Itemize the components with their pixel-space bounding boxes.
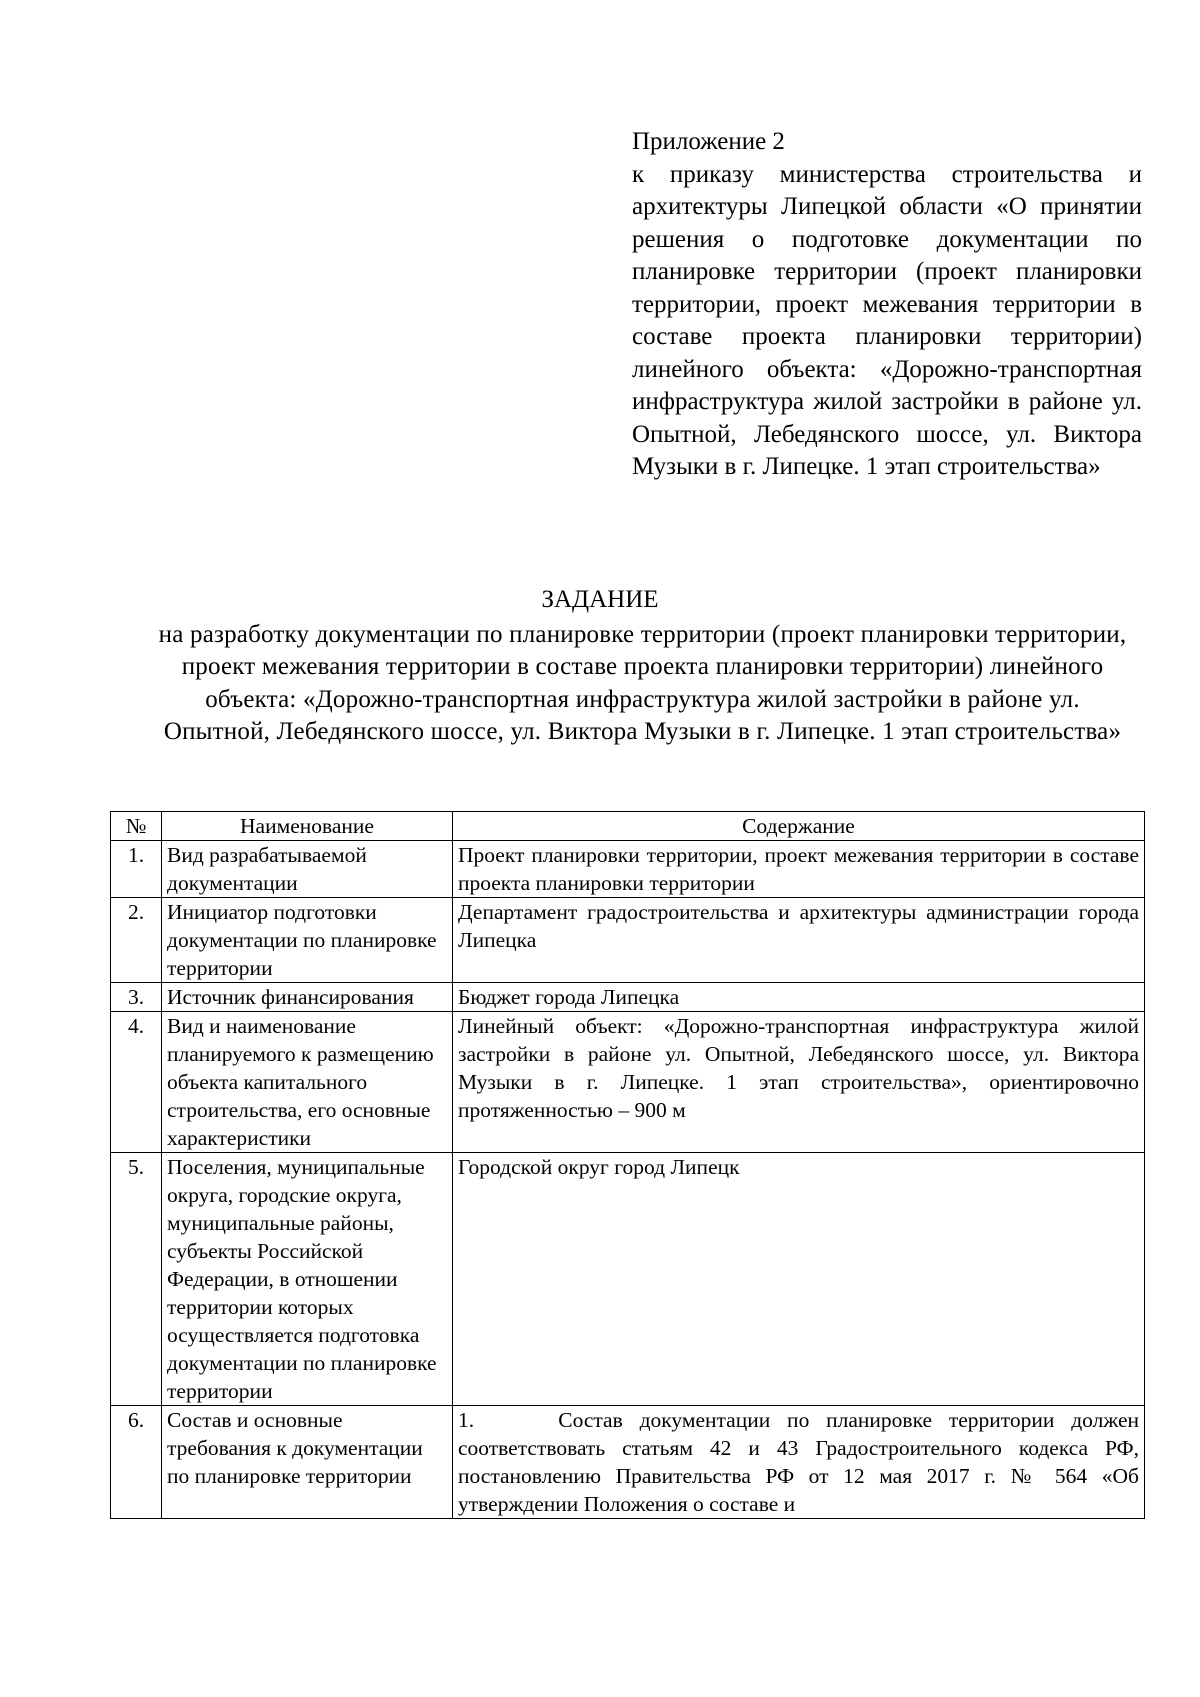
row-content: Бюджет города Липецка	[453, 983, 1145, 1012]
table-row	[111, 898, 1145, 983]
table-row	[111, 983, 1145, 1012]
task-subtitle: на разработку документации по планировке территории (проект планировки территории, проект межевания территории в составе проекта планировки территории) линейного объекта: «Дорожно-транспортная инфраструктура жилой застройки в районе ул. Опытной, Лебедянского шоссе, ул. Виктора Музыки в г. Липецке. 1 этап строительства»	[158, 621, 1127, 745]
header-number: №	[111, 812, 162, 841]
row-content: Проект планировки территории, проект межевания территории в составе проекта планировки территории	[453, 841, 1145, 898]
appendix-text: к приказу министерства строительства и архитектуры Липецкой области «О принятии решения о подготовке документации по планировке территории (проект планировки территории, проект межевания территории в составе проекта планировки территории) линейного объекта: «Дорожно-транспортная инфраструктура жилой застройки в районе ул. Опытной, Лебедянского шоссе, ул. Виктора Музыки в г. Липецке. 1 этап строительства»	[632, 160, 1142, 480]
row-content: Департамент градостроительства и архитектуры администрации города Липецка	[453, 898, 1145, 983]
row-name: Состав и основные требования к документации по планировке территории	[162, 1406, 453, 1519]
row-number: 4.	[111, 1012, 162, 1153]
row-content: 1. Состав документации по планировке территории должен соответствовать статьям 42 и 43 Градостроительного кодекса РФ, постановлению Правительства РФ от 12 мая 2017 г. № 564 «Об утверждении Положения о составе и	[453, 1406, 1145, 1519]
row-content: Линейный объект: «Дорожно-транспортная инфраструктура жилой застройки в районе ул. Опытной, Лебедянского шоссе, ул. Виктора Музыки в г. Липецке. 1 этап строительства», ориентировочно протяженностью – 900 м	[453, 1012, 1145, 1153]
row-number: 6.	[111, 1406, 162, 1519]
appendix-title: Приложение 2	[632, 128, 785, 155]
row-name: Инициатор подготовки документации по планировке территории	[162, 898, 453, 983]
requirements-table	[110, 811, 1145, 1519]
row-number: 1.	[111, 841, 162, 898]
row-name: Вид разрабатываемой документации	[162, 841, 453, 898]
header-name: Наименование	[162, 812, 453, 841]
row-content: Городской округ город Липецк	[453, 1153, 1145, 1406]
row-number: 2.	[111, 898, 162, 983]
header-content: Содержание	[453, 812, 1145, 841]
row-number: 3.	[111, 983, 162, 1012]
appendix-block	[632, 126, 1142, 484]
row-number: 5.	[111, 1153, 162, 1406]
row-name: Поселения, муниципальные округа, городские округа, муниципальные районы, субъекты Российской Федерации, в отношении территории которых осуществляется подготовка документации по планировке территории	[162, 1153, 453, 1406]
table-row	[111, 1406, 1145, 1519]
table-row	[111, 841, 1145, 898]
table-row	[111, 1153, 1145, 1406]
row-name: Источник финансирования	[162, 983, 453, 1012]
task-heading: ЗАДАНИЕ	[541, 586, 659, 613]
table-row	[111, 1012, 1145, 1153]
table-header-row	[111, 812, 1145, 841]
row-name: Вид и наименование планируемого к размещению объекта капитального строительства, его основные характеристики	[162, 1012, 453, 1153]
